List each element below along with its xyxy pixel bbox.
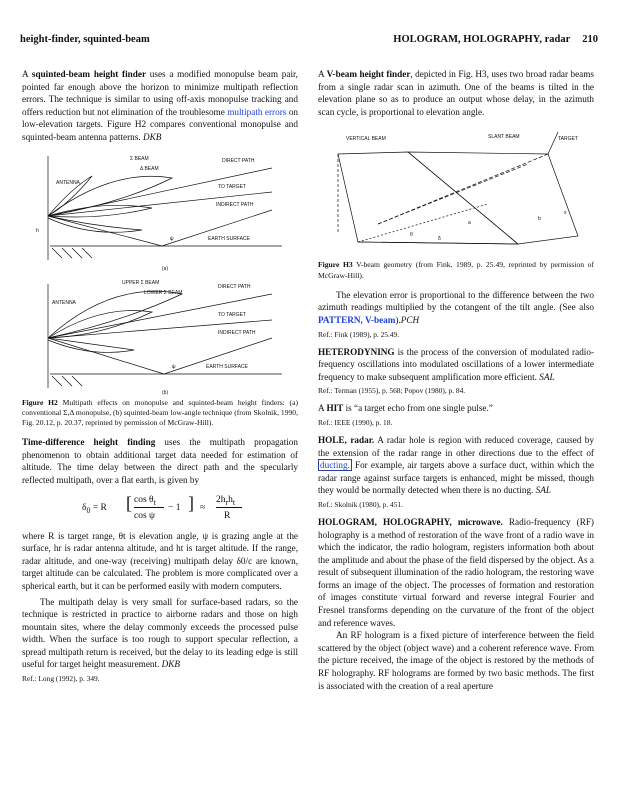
- figure-h2b: [22, 278, 298, 398]
- figure-h3-caption: Figure H3 V-beam geometry (from Fink, 1989, p. 25.49, reprinted by permission of McGraw-Hill).: [318, 260, 594, 280]
- running-header: [20, 34, 598, 46]
- fig-b-label-indirect: INDIRECT PATH: [218, 329, 256, 336]
- figure-h2-caption: Figure H2 Multipath effects on monopulse and squinted-beam height finders: (a) conventional Σ,Δ monopulse, (b) squinted-beam low-angle technique (from Skolnik, 1990, Fig. 20.12, p. 20.37, reprinted by permission of McGraw-Hill).: [22, 397, 298, 427]
- fig-b-label-direct: DIRECT PATH: [218, 283, 251, 290]
- header-left: height-finder, squinted-beam: [20, 34, 150, 45]
- ref-long: Ref.: Long (1992), p. 349.: [22, 674, 100, 684]
- fig-a-label-a: (a): [162, 265, 169, 272]
- right-column: [318, 68, 594, 692]
- fig-a-label-delta: Δ BEAM: [140, 165, 159, 172]
- link-ducting[interactable]: ducting.: [320, 460, 350, 471]
- term-v-beam: V-beam height finder: [326, 69, 411, 79]
- figure-h3: [318, 124, 594, 256]
- author-initials: DKB: [142, 131, 162, 142]
- ref-ieee: Ref.: IEEE (1990), p. 18.: [318, 417, 393, 427]
- indirect-down: [48, 216, 162, 246]
- term-heterodyning: HETERODYNING: [318, 346, 395, 357]
- term-squinted-beam: squinted-beam height finder: [31, 69, 147, 79]
- para-squinted-beam: A squinted-beam height finder uses a modified monopulse beam pair, pointed far enough above the horizon to minimize multipath reflection errors. The technique is similar to using off-axis monopulse tracking and offers reduction but not elimination of the troublesome multipath errors on low-elevation targets. Figure H2 compares conventional monopulse and squinted-beam antenna patterns. DKB: [22, 69, 299, 142]
- delta-beam-upper: [48, 205, 152, 217]
- fig-b-label-target: TO TARGET: [218, 311, 247, 318]
- para-v-beam: A V-beam height finder, depicted in Fig. H3, uses two broad radar beams from a single radar scan in azimuth. One of the beams is tilted in the elevation plane so as to produce an output whose delay, in the azimuth scan cycle, is proportional to elevation angle.: [318, 69, 594, 117]
- direct-path: [48, 165, 272, 216]
- delta-beam-lower: [48, 216, 142, 232]
- para-where: where R is target range, θt is elevation angle, ψ is grazing angle at the surface, hr is radar antenna altitude, and ht is target altitude. If the range, radar altitude, and one-way (receiving) multipath delay δ0/c are known, target altitude can be calculated. The problem is more complicated over a spherical earth, but it can be performed easily with modern computers.: [22, 530, 298, 591]
- fig-c-label-vertical: VERTICAL BEAM: [346, 136, 386, 143]
- fig-a-label-indirect: INDIRECT PATH: [216, 201, 254, 208]
- vertical-beam-plane: [338, 152, 518, 244]
- ref-fink: Ref.: Fink (1989), p. 25.49.: [318, 329, 400, 339]
- link-pattern-v-beam[interactable]: PATTERN, V-beam: [318, 314, 396, 325]
- left-column: [22, 68, 298, 684]
- figure-h2a: [22, 148, 298, 278]
- para-elevation-error: The elevation error is proportional to the difference between the two azimuth readings multiplied by the cotangent of the tilt angle. (See also PATTERN, V-beam).PCH: [318, 289, 594, 325]
- fig-a-label-sigma: Σ BEAM: [130, 155, 149, 162]
- term-hit: HIT: [326, 403, 344, 414]
- fig-c-label-a: a: [468, 220, 471, 227]
- para-heterodyning: HETERODYNING is the process of the conversion of modulated radio-frequency oscillations into modulated oscillations of a lower intermediate frequency to make subsequent amplification more efficient. SAL: [318, 346, 594, 382]
- fig-b-label-psi: ψ: [172, 363, 176, 370]
- fig-b-label-b: (b): [162, 389, 169, 396]
- fig-a-label-earth: EARTH SURFACE: [208, 235, 250, 242]
- fig-c-label-slant: SLANT BEAM: [488, 134, 520, 141]
- para-rf-hologram: An RF hologram is a fixed picture of interference between the field scattered by the object (object wave) and a coherent reference wave. From the picture received, the image of the object is restored by the methods of RF holography. RF holograms are formed by two basic methods. The first is associated with the creation of a real aperture: [318, 630, 594, 691]
- page-number: 210: [582, 34, 598, 45]
- term-hologram: HOLOGRAM, HOLOGRAPHY, microwave.: [318, 516, 503, 527]
- para-time-difference: Time-difference height finding uses the multipath propagation phenomenon to obtain additional target data needed for estimation of altitude. The time delay between the direct path and the specularly reflected multipath, over a flat earth, is given by: [22, 437, 298, 485]
- fig-b-label-lower: LOWER Σ BEAM: [144, 289, 183, 296]
- header-right: [393, 34, 598, 45]
- fig-c-label-b: b: [538, 216, 541, 223]
- para-hologram: HOLOGRAM, HOLOGRAPHY, microwave. Radio-frequency (RF) holography is a method of restoration of the wave front of a radio wave in which the indicator, the radio hologram, registers information both about the amplitude and about the phase of the field dispersed by the object. As a result of subsequent illumination of the radio hologram, the restoring wave forms an image of the object. The processes of formation and restoration of images constitute virtual forward and reverse integral Fourier and Fresnel transforms depending on the curvature of the front of the object and reference waves.: [318, 516, 594, 628]
- upper-sigma-beam: [48, 291, 182, 338]
- fig-c-label-theta: θ: [410, 232, 413, 239]
- fig-c-label-delta: δ: [438, 236, 441, 243]
- term-time-difference: Time-difference height finding: [22, 437, 156, 448]
- para-multipath-delay: The multipath delay is very small for surface-based radars, so the technique is restricted in practice to airborne radars and those on high mountain sites, where the delay commonly exceeds the processed pulse width. When the surface is too rough to support specular reflection, a spread multipath return is received, but the delay to its leading edge is still useful for target height measurement. DKB: [22, 596, 298, 670]
- fig-b-label-earth: EARTH SURFACE: [206, 363, 248, 370]
- para-hole: HOLE, radar. A radar hole is region with reduced coverage, caused by the extension of the radar range in other directions due to the effect of ducting. For example, air targets above a surface duct, within which the radar range against surface targets is enhanced, might be missed, though they would be normally detected when there is no ducting. SAL: [318, 434, 594, 496]
- para-hit: A HIT is “a target echo from one single pulse.”: [318, 403, 493, 414]
- fig-a-label-psi: ψ: [170, 235, 174, 242]
- ref-terman: Ref.: Terman (1955), p. 568; Popov (1980), p. 84.: [318, 386, 466, 396]
- fig-b-label-antenna: ANTENNA: [52, 299, 76, 306]
- fig-a-label-direct: DIRECT PATH: [222, 157, 255, 164]
- fig-a-label-target: TO TARGET: [218, 183, 247, 190]
- fig-c-label-x: x: [564, 210, 567, 217]
- slant-beam-plane: [408, 152, 578, 244]
- fig-a-label-h: h: [36, 227, 39, 234]
- ref-skolnik: Ref.: Skolnik (1980), p. 451.: [318, 499, 403, 509]
- header-right-title: HOLOGRAM, HOLOGRAPHY, radar: [393, 34, 571, 45]
- fig-a-label-antenna: ANTENNA: [56, 179, 80, 186]
- fig-c-label-target: TARGET: [558, 136, 578, 143]
- term-hole: HOLE, radar.: [318, 434, 375, 445]
- fig-b-label-upper: UPPER Σ BEAM: [122, 279, 160, 286]
- link-multipath-errors[interactable]: multipath errors: [227, 106, 287, 117]
- equation-delay: $\delta_0 = R$ [ $\cos \theta_t$ cos ψ − 1 ] ≈ $2h_rh_t$ R: [22, 492, 298, 526]
